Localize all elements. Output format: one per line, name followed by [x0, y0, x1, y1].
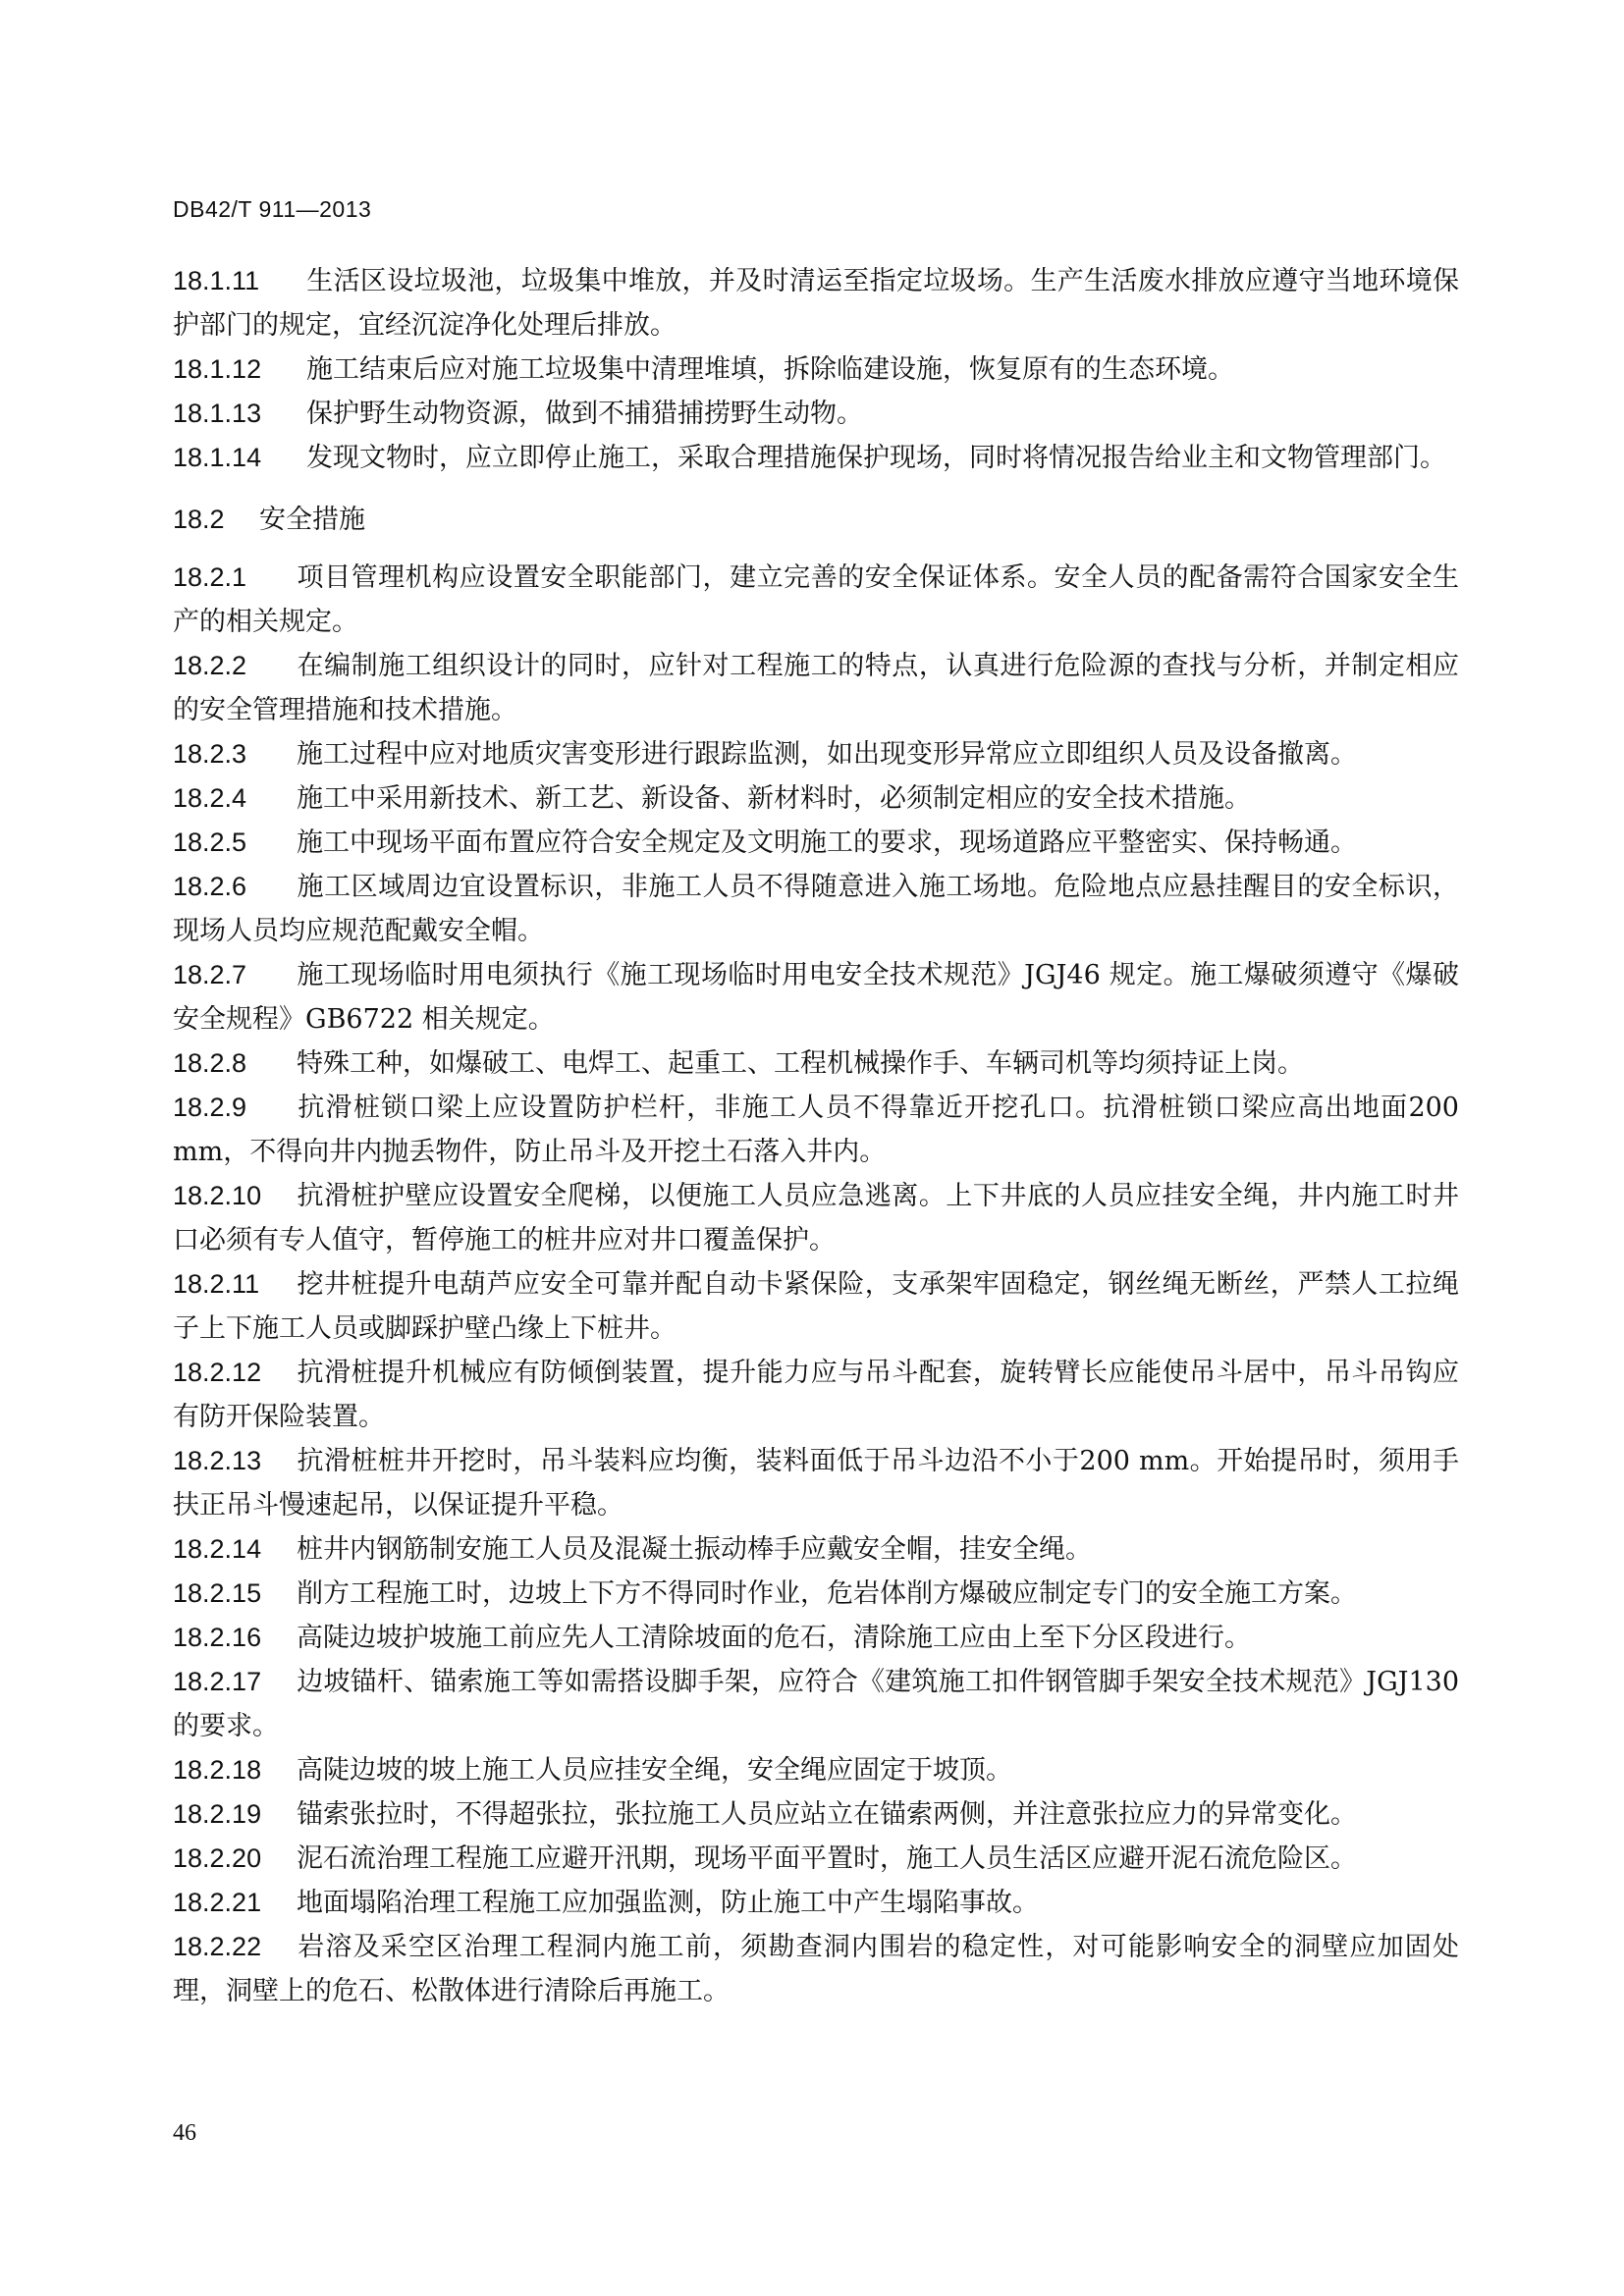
- section-heading: [173, 498, 1459, 542]
- clause-text: 高陡边坡的坡上施工人员应挂安全绳，安全绳应固定于坡顶。: [297, 1755, 1012, 1786]
- clause-number: 18.2.18: [173, 1755, 262, 1785]
- clause-number: 18.2.22: [173, 1932, 262, 1961]
- section-title: 安全措施: [259, 505, 365, 535]
- clause-text: 边坡锚杆、锚索施工等如需搭设脚手架，应符合《建筑施工扣件钢管脚手架安全技术规范》JGJ130 的要求。: [173, 1667, 1459, 1741]
- clause-item: [173, 1837, 1459, 1881]
- clause-text: 特殊工种，如爆破工、电焊工、起重工、工程机械操作手、车辆司机等均须持证上岗。: [297, 1048, 1304, 1079]
- clause-item: [173, 953, 1459, 1041]
- clause-item: [173, 259, 1459, 347]
- clause-number: 18.2.6: [173, 872, 247, 901]
- clause-text: 岩溶及采空区治理工程洞内施工前，须勘查洞内围岩的稳定性，对可能影响安全的洞壁应加固处理，洞壁上的危石、松散体进行清除后再施工。: [173, 1932, 1459, 2006]
- clause-text: 抗滑桩护壁应设置安全爬梯，以便施工人员应急逃离。上下井底的人员应挂安全绳，井内施工时井口必须有专人值守，暂停施工的桩井应对井口覆盖保护。: [173, 1181, 1459, 1255]
- clause-item: [173, 1925, 1459, 2013]
- page-body: [173, 259, 1459, 2013]
- clause-item: [173, 1792, 1459, 1837]
- clause-number: 18.2.10: [173, 1181, 262, 1210]
- clause-item: [173, 776, 1459, 821]
- clause-number: 18.2.21: [173, 1888, 262, 1917]
- clause-number: 18.2.1: [173, 562, 247, 592]
- clause-number: 18.2.3: [173, 739, 247, 769]
- clause-number: 18.2.15: [173, 1578, 262, 1608]
- clause-text: 削方工程施工时，边坡上下方不得同时作业，危岩体削方爆破应制定专门的安全施工方案。: [297, 1578, 1357, 1609]
- clause-text: 桩井内钢筋制安施工人员及混凝土振动棒手应戴安全帽，挂安全绳。: [297, 1534, 1092, 1565]
- section-number: 18.2: [173, 505, 225, 534]
- clause-item: [173, 347, 1459, 392]
- clause-number: 18.2.13: [173, 1446, 262, 1475]
- clause-list-18-2: [173, 556, 1459, 2013]
- clause-number: 18.2.17: [173, 1667, 262, 1696]
- clause-text: 施工区域周边宜设置标识，非施工人员不得随意进入施工场地。危险地点应悬挂醒目的安全标识，现场人员均应规范配戴安全帽。: [173, 872, 1459, 946]
- clause-text: 生活区设垃圾池，垃圾集中堆放，并及时清运至指定垃圾场。生产生活废水排放应遵守当地环境保护部门的规定，宜经沉淀净化处理后排放。: [173, 266, 1459, 341]
- clause-number: 18.1.12: [173, 354, 262, 384]
- clause-number: 18.2.8: [173, 1048, 247, 1078]
- clause-item: [173, 1572, 1459, 1616]
- clause-text: 保护野生动物资源，做到不捕猎捕捞野生动物。: [306, 399, 863, 429]
- clause-item: [173, 1660, 1459, 1748]
- clause-item: [173, 732, 1459, 776]
- clause-number: 18.2.2: [173, 651, 247, 680]
- clause-number: 18.1.13: [173, 399, 262, 428]
- clause-text: 施工中现场平面布置应符合安全规定及文明施工的要求，现场道路应平整密实、保持畅通。: [297, 828, 1357, 858]
- clause-text: 在编制施工组织设计的同时，应针对工程施工的特点，认真进行危险源的查找与分析，并制定相应的安全管理措施和技术措施。: [173, 651, 1459, 725]
- clause-number: 18.2.7: [173, 960, 247, 989]
- clause-item: [173, 1351, 1459, 1439]
- clause-item: [173, 865, 1459, 953]
- clause-number: 18.2.14: [173, 1534, 262, 1564]
- clause-item: [173, 821, 1459, 865]
- clause-item: [173, 1174, 1459, 1262]
- clause-item: [173, 556, 1459, 644]
- clause-item: [173, 1262, 1459, 1351]
- clause-number: 18.2.20: [173, 1843, 262, 1873]
- clause-item: [173, 1439, 1459, 1527]
- clause-text: 施工过程中应对地质灾害变形进行跟踪监测，如出现变形异常应立即组织人员及设备撤离。: [297, 739, 1357, 770]
- clause-item: [173, 1616, 1459, 1660]
- clause-text: 高陡边坡护坡施工前应先人工清除坡面的危石，清除施工应由上至下分区段进行。: [297, 1623, 1251, 1653]
- clause-item: [173, 1041, 1459, 1086]
- clause-item: [173, 436, 1459, 480]
- clause-number: 18.2.4: [173, 783, 247, 813]
- clause-list-18-1: [173, 259, 1459, 480]
- clause-text: 抗滑桩锁口梁上应设置防护栏杆，非施工人员不得靠近开挖孔口。抗滑桩锁口梁应高出地面200 mm，不得向井内抛丢物件，防止吊斗及开挖土石落入井内。: [173, 1093, 1459, 1167]
- clause-item: [173, 1086, 1459, 1174]
- clause-number: 18.2.16: [173, 1623, 262, 1652]
- document-code-header: DB42/T 911—2013: [173, 196, 372, 222]
- clause-number: 18.1.11: [173, 266, 260, 295]
- clause-text: 项目管理机构应设置安全职能部门，建立完善的安全保证体系。安全人员的配备需符合国家安全生产的相关规定。: [173, 562, 1459, 637]
- clause-number: 18.2.9: [173, 1093, 247, 1122]
- clause-text: 挖井桩提升电葫芦应安全可靠并配自动卡紧保险，支承架牢固稳定，钢丝绳无断丝，严禁人工拉绳子上下施工人员或脚踩护壁凸缘上下桩井。: [173, 1269, 1459, 1344]
- clause-number: 18.2.11: [173, 1269, 260, 1299]
- clause-text: 锚索张拉时，不得超张拉，张拉施工人员应站立在锚索两侧，并注意张拉应力的异常变化。: [297, 1799, 1357, 1830]
- clause-number: 18.2.12: [173, 1358, 262, 1387]
- clause-text: 施工中采用新技术、新工艺、新设备、新材料时，必须制定相应的安全技术措施。: [297, 783, 1251, 814]
- clause-text: 施工结束后应对施工垃圾集中清理堆填，拆除临建设施，恢复原有的生态环境。: [306, 354, 1234, 385]
- clause-item: [173, 1881, 1459, 1925]
- clause-text: 施工现场临时用电须执行《施工现场临时用电安全技术规范》JGJ46 规定。施工爆破须遵守《爆破安全规程》GB6722 相关规定。: [173, 960, 1459, 1035]
- clause-item: [173, 1527, 1459, 1572]
- clause-item: [173, 1748, 1459, 1792]
- clause-number: 18.2.19: [173, 1799, 262, 1829]
- clause-text: 抗滑桩桩井开挖时，吊斗装料应均衡，装料面低于吊斗边沿不小于200 mm。开始提吊时，须用手扶正吊斗慢速起吊，以保证提升平稳。: [173, 1446, 1459, 1521]
- page-number: 46: [173, 2120, 196, 2146]
- clause-text: 抗滑桩提升机械应有防倾倒装置，提升能力应与吊斗配套，旋转臂长应能使吊斗居中，吊斗吊钩应有防开保险装置。: [173, 1358, 1459, 1432]
- clause-text: 泥石流治理工程施工应避开汛期，现场平面平置时，施工人员生活区应避开泥石流危险区。: [297, 1843, 1357, 1874]
- clause-item: [173, 392, 1459, 436]
- clause-number: 18.2.5: [173, 828, 247, 857]
- clause-text: 地面塌陷治理工程施工应加强监测，防止施工中产生塌陷事故。: [297, 1888, 1039, 1918]
- clause-text: 发现文物时，应立即停止施工，采取合理措施保护现场，同时将情况报告给业主和文物管理部门。: [306, 443, 1446, 473]
- clause-number: 18.1.14: [173, 443, 262, 472]
- clause-item: [173, 644, 1459, 732]
